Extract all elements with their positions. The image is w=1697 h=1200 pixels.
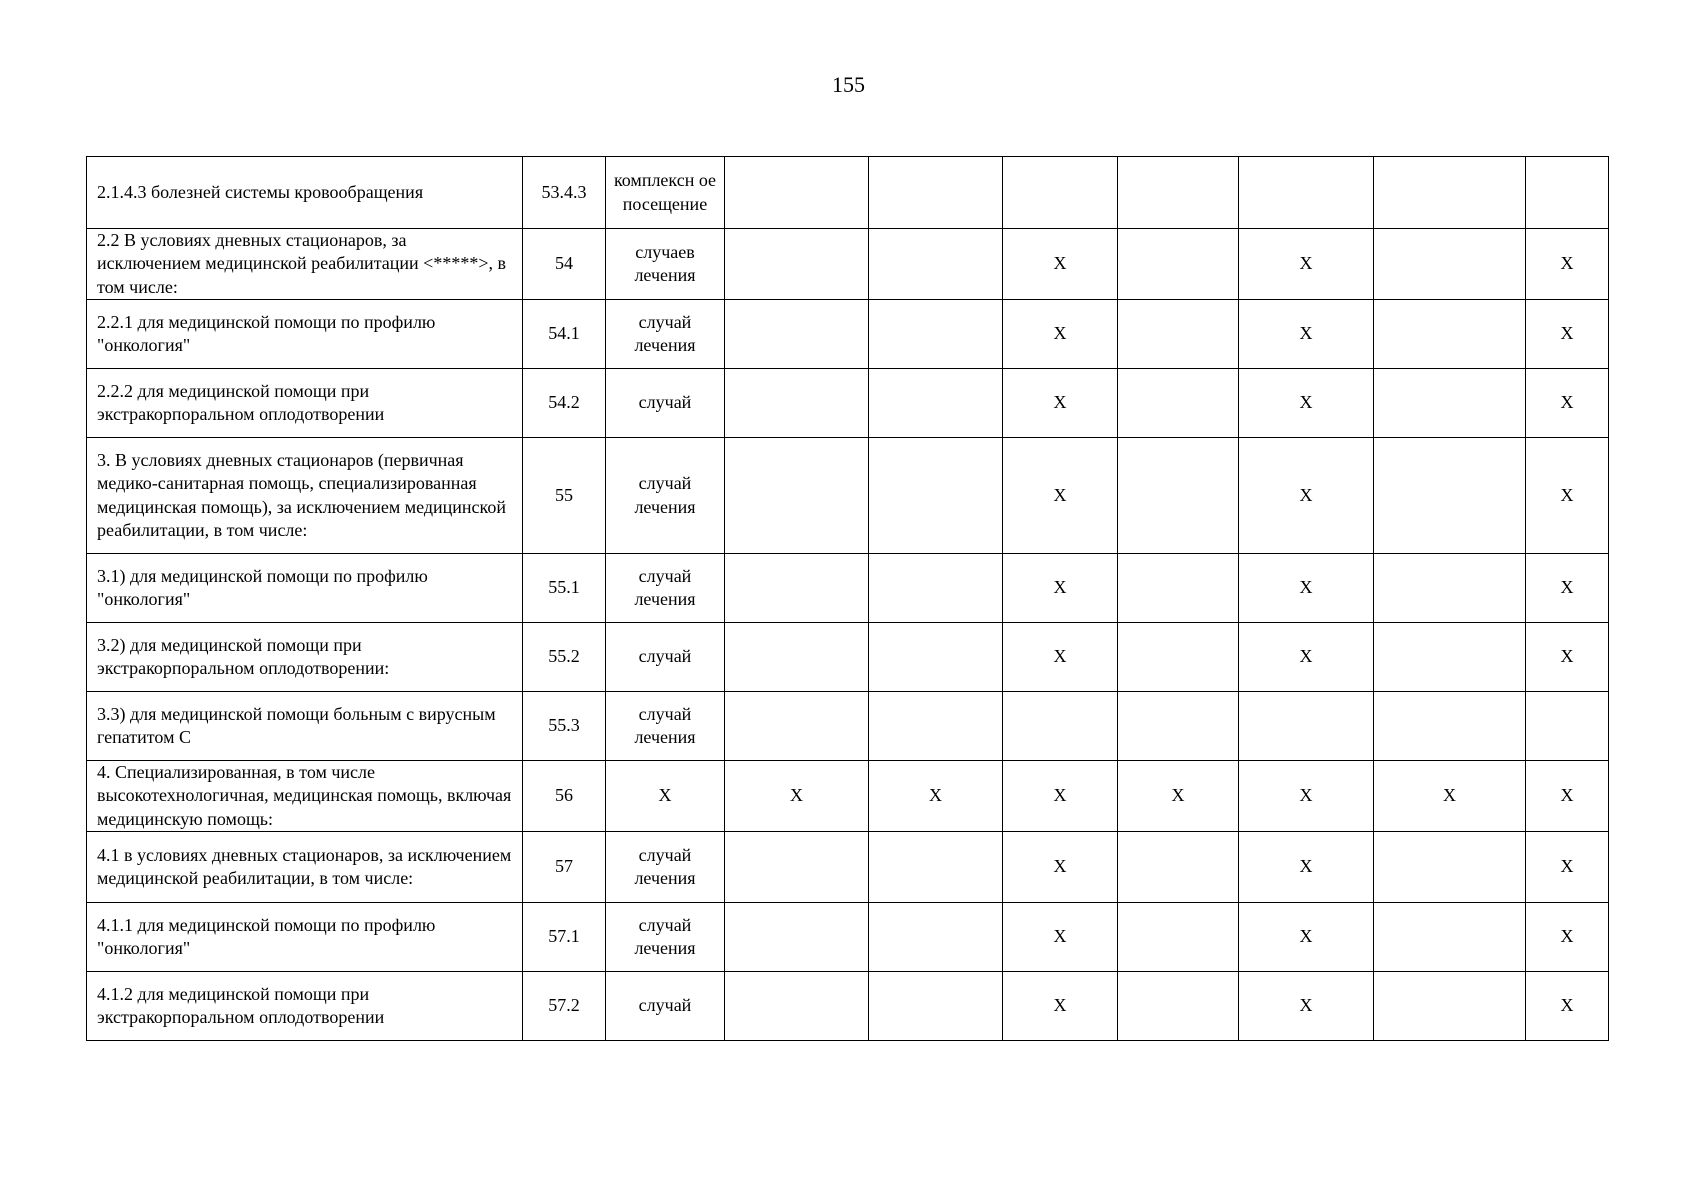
- row-value-cell: [869, 157, 1003, 229]
- row-code-cell: 56: [523, 761, 606, 832]
- row-unit-cell: случай: [606, 369, 725, 438]
- row-value-cell: Х: [1526, 369, 1609, 438]
- row-value-cell: Х: [1526, 438, 1609, 554]
- row-value-cell: [869, 554, 1003, 623]
- row-name-cell: 2.1.4.3 болезней системы кровообращения: [87, 157, 523, 229]
- row-value-cell: [1526, 157, 1609, 229]
- row-value-cell: Х: [1526, 903, 1609, 972]
- row-value-cell: [1118, 554, 1239, 623]
- row-unit-cell: случай лечения: [606, 438, 725, 554]
- row-name-cell: 2.2.1 для медицинской помощи по профилю "онкология": [87, 300, 523, 369]
- row-name-cell: 2.2 В условиях дневных стационаров, за исключением медицинской реабилитации <*****>, в том числе:: [87, 229, 523, 300]
- row-value-cell: Х: [1526, 300, 1609, 369]
- row-value-cell: [1118, 692, 1239, 761]
- row-value-cell: [869, 438, 1003, 554]
- row-unit-cell: случай лечения: [606, 692, 725, 761]
- row-value-cell: [725, 554, 869, 623]
- row-value-cell: Х: [1526, 554, 1609, 623]
- row-unit-cell: комплексн ое посещение: [606, 157, 725, 229]
- table-row: [87, 972, 1609, 1041]
- row-value-cell: Х: [1526, 761, 1609, 832]
- row-value-cell: [1118, 903, 1239, 972]
- page-number: 155: [832, 72, 865, 97]
- row-value-cell: Х: [1003, 623, 1118, 692]
- row-value-cell: [1003, 692, 1118, 761]
- row-value-cell: [1374, 229, 1526, 300]
- row-value-cell: [869, 300, 1003, 369]
- table-row: [87, 554, 1609, 623]
- table-row: [87, 438, 1609, 554]
- row-value-cell: [1239, 157, 1374, 229]
- row-unit-cell: случай: [606, 623, 725, 692]
- row-unit-cell: случай лечения: [606, 300, 725, 369]
- row-value-cell: [725, 832, 869, 903]
- row-value-cell: [869, 229, 1003, 300]
- table-row: [87, 692, 1609, 761]
- row-value-cell: [869, 903, 1003, 972]
- row-value-cell: [1374, 157, 1526, 229]
- row-value-cell: [1003, 157, 1118, 229]
- row-value-cell: [869, 623, 1003, 692]
- row-value-cell: Х: [869, 761, 1003, 832]
- row-value-cell: [1374, 903, 1526, 972]
- row-value-cell: Х: [1239, 300, 1374, 369]
- row-value-cell: [725, 623, 869, 692]
- row-name-cell: 4.1.1 для медицинской помощи по профилю "онкология": [87, 903, 523, 972]
- row-value-cell: [1374, 438, 1526, 554]
- table-row: [87, 300, 1609, 369]
- row-value-cell: [725, 903, 869, 972]
- row-value-cell: Х: [1239, 972, 1374, 1041]
- row-value-cell: [1374, 623, 1526, 692]
- row-value-cell: [1526, 692, 1609, 761]
- row-value-cell: [1374, 832, 1526, 903]
- row-value-cell: [725, 692, 869, 761]
- row-value-cell: Х: [1003, 369, 1118, 438]
- row-value-cell: Х: [1003, 554, 1118, 623]
- row-value-cell: [725, 438, 869, 554]
- row-name-cell: 4. Специализированная, в том числе высокотехнологичная, медицинская помощь, включая медицинскую помощь:: [87, 761, 523, 832]
- row-code-cell: 55.2: [523, 623, 606, 692]
- row-value-cell: Х: [1526, 972, 1609, 1041]
- row-value-cell: Х: [1239, 832, 1374, 903]
- table-row: [87, 761, 1609, 832]
- row-unit-cell: случай лечения: [606, 832, 725, 903]
- table-row: [87, 623, 1609, 692]
- row-value-cell: Х: [1374, 761, 1526, 832]
- row-value-cell: [869, 832, 1003, 903]
- row-code-cell: 54.1: [523, 300, 606, 369]
- row-value-cell: [725, 157, 869, 229]
- row-value-cell: [1118, 369, 1239, 438]
- row-value-cell: Х: [1003, 972, 1118, 1041]
- row-value-cell: [1374, 972, 1526, 1041]
- row-name-cell: 4.1 в условиях дневных стационаров, за исключением медицинской реабилитации, в том числе:: [87, 832, 523, 903]
- row-value-cell: [1118, 157, 1239, 229]
- row-name-cell: 2.2.2 для медицинской помощи при экстракорпоральном оплодотворении: [87, 369, 523, 438]
- row-value-cell: Х: [1003, 903, 1118, 972]
- row-value-cell: Х: [1239, 761, 1374, 832]
- row-code-cell: 57.2: [523, 972, 606, 1041]
- table-body: [87, 157, 1609, 1041]
- table-row: [87, 157, 1609, 229]
- row-value-cell: [1118, 623, 1239, 692]
- row-value-cell: Х: [1003, 229, 1118, 300]
- row-value-cell: [1374, 554, 1526, 623]
- table-row: [87, 229, 1609, 300]
- row-value-cell: [1118, 300, 1239, 369]
- row-name-cell: 3.3) для медицинской помощи больным с вирусным гепатитом С: [87, 692, 523, 761]
- row-value-cell: [1118, 972, 1239, 1041]
- row-value-cell: [725, 972, 869, 1041]
- row-value-cell: Х: [1003, 300, 1118, 369]
- row-value-cell: Х: [725, 761, 869, 832]
- row-name-cell: 4.1.2 для медицинской помощи при экстракорпоральном оплодотворении: [87, 972, 523, 1041]
- row-unit-cell: Х: [606, 761, 725, 832]
- row-unit-cell: случай лечения: [606, 903, 725, 972]
- row-code-cell: 53.4.3: [523, 157, 606, 229]
- row-value-cell: [1118, 832, 1239, 903]
- row-code-cell: 55: [523, 438, 606, 554]
- row-unit-cell: случай лечения: [606, 554, 725, 623]
- row-value-cell: [1118, 229, 1239, 300]
- row-value-cell: Х: [1526, 623, 1609, 692]
- row-code-cell: 55.3: [523, 692, 606, 761]
- row-value-cell: Х: [1239, 438, 1374, 554]
- row-code-cell: 55.1: [523, 554, 606, 623]
- row-value-cell: Х: [1239, 229, 1374, 300]
- row-value-cell: [725, 229, 869, 300]
- table-row: [87, 369, 1609, 438]
- row-name-cell: 3.1) для медицинской помощи по профилю "онкология": [87, 554, 523, 623]
- row-value-cell: Х: [1003, 761, 1118, 832]
- row-code-cell: 54.2: [523, 369, 606, 438]
- table-row: [87, 903, 1609, 972]
- row-value-cell: Х: [1526, 832, 1609, 903]
- row-code-cell: 57: [523, 832, 606, 903]
- data-table: [86, 156, 1609, 1041]
- row-value-cell: [725, 300, 869, 369]
- row-value-cell: [1239, 692, 1374, 761]
- row-value-cell: [869, 369, 1003, 438]
- row-value-cell: Х: [1003, 832, 1118, 903]
- row-name-cell: 3. В условиях дневных стационаров (первичная медико-санитарная помощь, специализированная медицинская помощь), за исключением медицинской реабилитации, в том числе:: [87, 438, 523, 554]
- row-value-cell: Х: [1239, 623, 1374, 692]
- row-unit-cell: случай: [606, 972, 725, 1041]
- row-code-cell: 54: [523, 229, 606, 300]
- row-value-cell: [869, 972, 1003, 1041]
- row-name-cell: 3.2) для медицинской помощи при экстракорпоральном оплодотворении:: [87, 623, 523, 692]
- row-value-cell: [725, 369, 869, 438]
- row-unit-cell: случаев лечения: [606, 229, 725, 300]
- row-value-cell: Х: [1239, 554, 1374, 623]
- row-value-cell: Х: [1239, 369, 1374, 438]
- row-value-cell: Х: [1003, 438, 1118, 554]
- row-code-cell: 57.1: [523, 903, 606, 972]
- row-value-cell: [869, 692, 1003, 761]
- row-value-cell: Х: [1118, 761, 1239, 832]
- row-value-cell: Х: [1239, 903, 1374, 972]
- row-value-cell: [1118, 438, 1239, 554]
- row-value-cell: Х: [1526, 229, 1609, 300]
- table-row: [87, 832, 1609, 903]
- row-value-cell: [1374, 300, 1526, 369]
- row-value-cell: [1374, 369, 1526, 438]
- row-value-cell: [1374, 692, 1526, 761]
